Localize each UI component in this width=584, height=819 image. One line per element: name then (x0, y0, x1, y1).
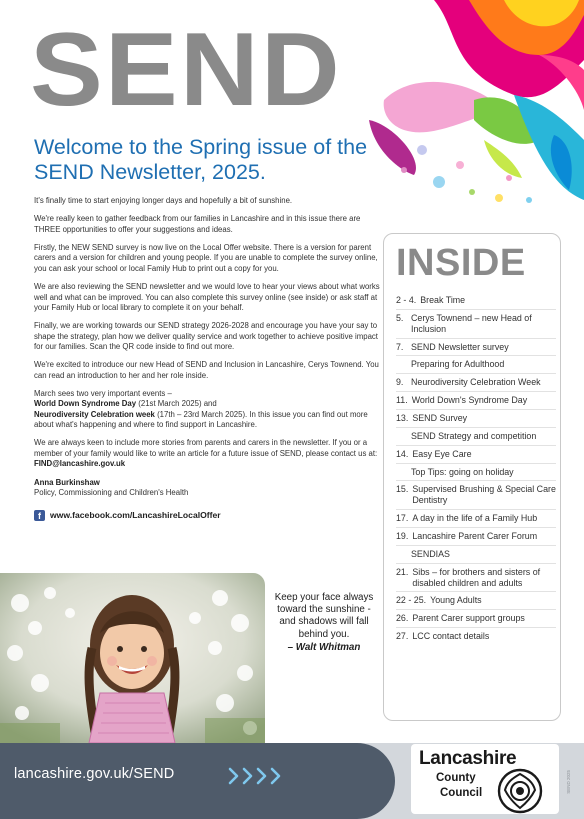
contents-title: Sibs – for brothers and sisters of disabled children and adults (412, 566, 541, 588)
masthead-title: SEND (30, 12, 342, 128)
contents-page-number: 21. (396, 566, 409, 577)
welcome-line-2: SEND Newsletter, 2025. (34, 160, 266, 185)
contents-item (396, 374, 556, 392)
facebook-url[interactable]: www.facebook.com/LancashireLocalOffer (50, 510, 221, 521)
events-paragraph (34, 399, 382, 430)
footer-website-link[interactable]: lancashire.gov.uk/SEND (14, 766, 175, 782)
contents-list (396, 292, 556, 645)
contact-paragraph (34, 438, 382, 469)
chevron-arrows-icon (226, 766, 292, 786)
intro-paragraph: We're really keen to gather feedback from our families in Lancashire and in this issue there are THREE opportunities to offer your suggestions and ideas. (34, 214, 361, 234)
contents-item (396, 339, 556, 357)
facebook-icon: f (34, 510, 45, 521)
contents-title: SEND Survey (412, 413, 468, 424)
contents-item (396, 464, 556, 482)
colour-splash-decoration (364, 0, 584, 210)
contents-title: Neurodiversity Celebration Week (411, 377, 541, 388)
intro-paragraph: Finally, we are working towards our SEND strategy 2026-2028 and encourage you have your say to shape the strategy, plan how we deliver quality service and work together to achieve positive impact for our families. Scan the QR code inside to find out more. (34, 321, 378, 351)
facebook-link[interactable] (34, 510, 382, 521)
contents-title: SEND Newsletter survey (411, 341, 509, 352)
inside-contents-panel (383, 233, 561, 721)
event2-rest: (17th – 23rd March 2025). In this issue you can find out more about what's happening and where to find support in Lancashire. (34, 409, 368, 430)
logo-text-lancashire: Lancashire (419, 748, 517, 769)
event2-name: Neurodiversity Celebration week (34, 409, 155, 419)
signature-role: Policy, Commissioning and Children's Health (34, 487, 189, 497)
contents-page-number: 27. (396, 631, 409, 642)
contents-item (396, 356, 556, 374)
logo-text-county: County (436, 772, 476, 784)
inside-title: INSIDE (396, 242, 526, 284)
contact-text: We are always keen to include more stories from parents and carers in the newsletter. If you or a member of your family would like to write an article for a future issue of SEND, please contact us at: (34, 438, 378, 458)
contents-title: A day in the life of a Family Hub (412, 513, 538, 524)
contents-item (396, 410, 556, 428)
event1-date: (21st March 2025) and (136, 399, 217, 409)
signature (34, 478, 382, 499)
intro-paragraph: It's finally time to start enjoying longer days and hopefully a bit of sunshine. (34, 196, 293, 205)
contents-item (396, 310, 556, 339)
contents-page-number (396, 549, 411, 560)
contents-title: World Down's Syndrome Day (411, 395, 528, 406)
contents-item (396, 481, 556, 510)
event1-name: World Down Syndrome Day (34, 399, 137, 409)
contents-item (396, 392, 556, 410)
intro-paragraph: We're excited to introduce our new Head of SEND and Inclusion in Lancashire, Cerys Townend. You can read an introduction to her and her role inside. (34, 360, 379, 380)
contents-page-number: 15. (396, 484, 409, 495)
welcome-heading (34, 135, 374, 186)
contents-page-number (396, 431, 411, 442)
intro-paragraph: Firstly, the NEW SEND survey is now live on the Local Offer website. There is a version for parent carers and a version for children and young people. If you are unable to complete the survey online, you can ask your school or local Family Hub to print out a copy for you. (34, 243, 378, 273)
contents-page-number (396, 467, 411, 478)
contents-title: Supervised Brushing & Special Care Dentistry (412, 484, 556, 506)
intro-paragraph: We are also reviewing the SEND newsletter and we would love to hear your views about what works well and what can be improved. You can also complete this survey online (see inside) or ask staff at your Family Hub or local library to complete it on your behalf. (34, 282, 380, 312)
contents-page-number: 11. (396, 395, 408, 406)
contents-item (396, 510, 556, 528)
contents-item (396, 610, 556, 628)
contents-page-number: 19. (396, 531, 409, 542)
red-rose-icon (497, 768, 543, 814)
contents-page-number: 17. (396, 513, 409, 524)
contact-email-link[interactable]: FIND@lancashire.gov.uk (34, 459, 126, 469)
contents-page-number: 7. (396, 341, 404, 352)
contents-title: SENDIAS (411, 548, 450, 559)
contents-item (396, 628, 556, 645)
contents-item (396, 592, 556, 610)
contents-page-number: 2 - 4. (396, 295, 417, 305)
welcome-line-1: Welcome to the Spring issue of the (34, 135, 368, 159)
print-code: SEND 2025 (566, 770, 571, 794)
contents-title: Young Adults (430, 595, 482, 606)
signature-name: Anna Burkinshaw (34, 477, 100, 487)
logo-text-council: Council (440, 787, 483, 799)
contents-page-number: 13. (396, 413, 409, 424)
contents-title: Preparing for Adulthood (411, 359, 505, 370)
contents-item (396, 428, 556, 446)
quote-author: – Walt Whitman (287, 641, 361, 653)
contents-item (396, 446, 556, 464)
contents-title: Parent Carer support groups (412, 613, 525, 624)
child-photo (0, 573, 265, 743)
quote-text: Keep your face always toward the sunshine - and shadows will fall behind you. (274, 592, 374, 640)
contents-item (396, 528, 556, 546)
contents-page-number: 22 - 25. (396, 595, 427, 606)
contents-page-number: 26. (396, 613, 409, 624)
contents-page-number: 14. (396, 448, 409, 459)
contents-title: Top Tips: going on holiday (411, 466, 514, 477)
contents-title: Easy Eye Care (412, 448, 472, 459)
contents-title: Lancashire Parent Carer Forum (412, 531, 538, 542)
contents-title: Break Time (420, 295, 466, 305)
inspirational-quote (274, 592, 374, 654)
contents-item (396, 292, 556, 310)
contents-item (396, 546, 556, 564)
contents-page-number (396, 359, 411, 370)
contents-title: SEND Strategy and competition (411, 430, 537, 441)
events-intro: March sees two very important events – (34, 389, 172, 399)
contents-title: Cerys Townend – new Head of Inclusion (411, 312, 532, 334)
contents-item (396, 564, 556, 593)
contents-page-number: 9. (396, 377, 404, 388)
contents-page-number: 5. (396, 312, 404, 323)
intro-article (34, 196, 382, 522)
contents-title: LCC contact details (412, 631, 490, 642)
